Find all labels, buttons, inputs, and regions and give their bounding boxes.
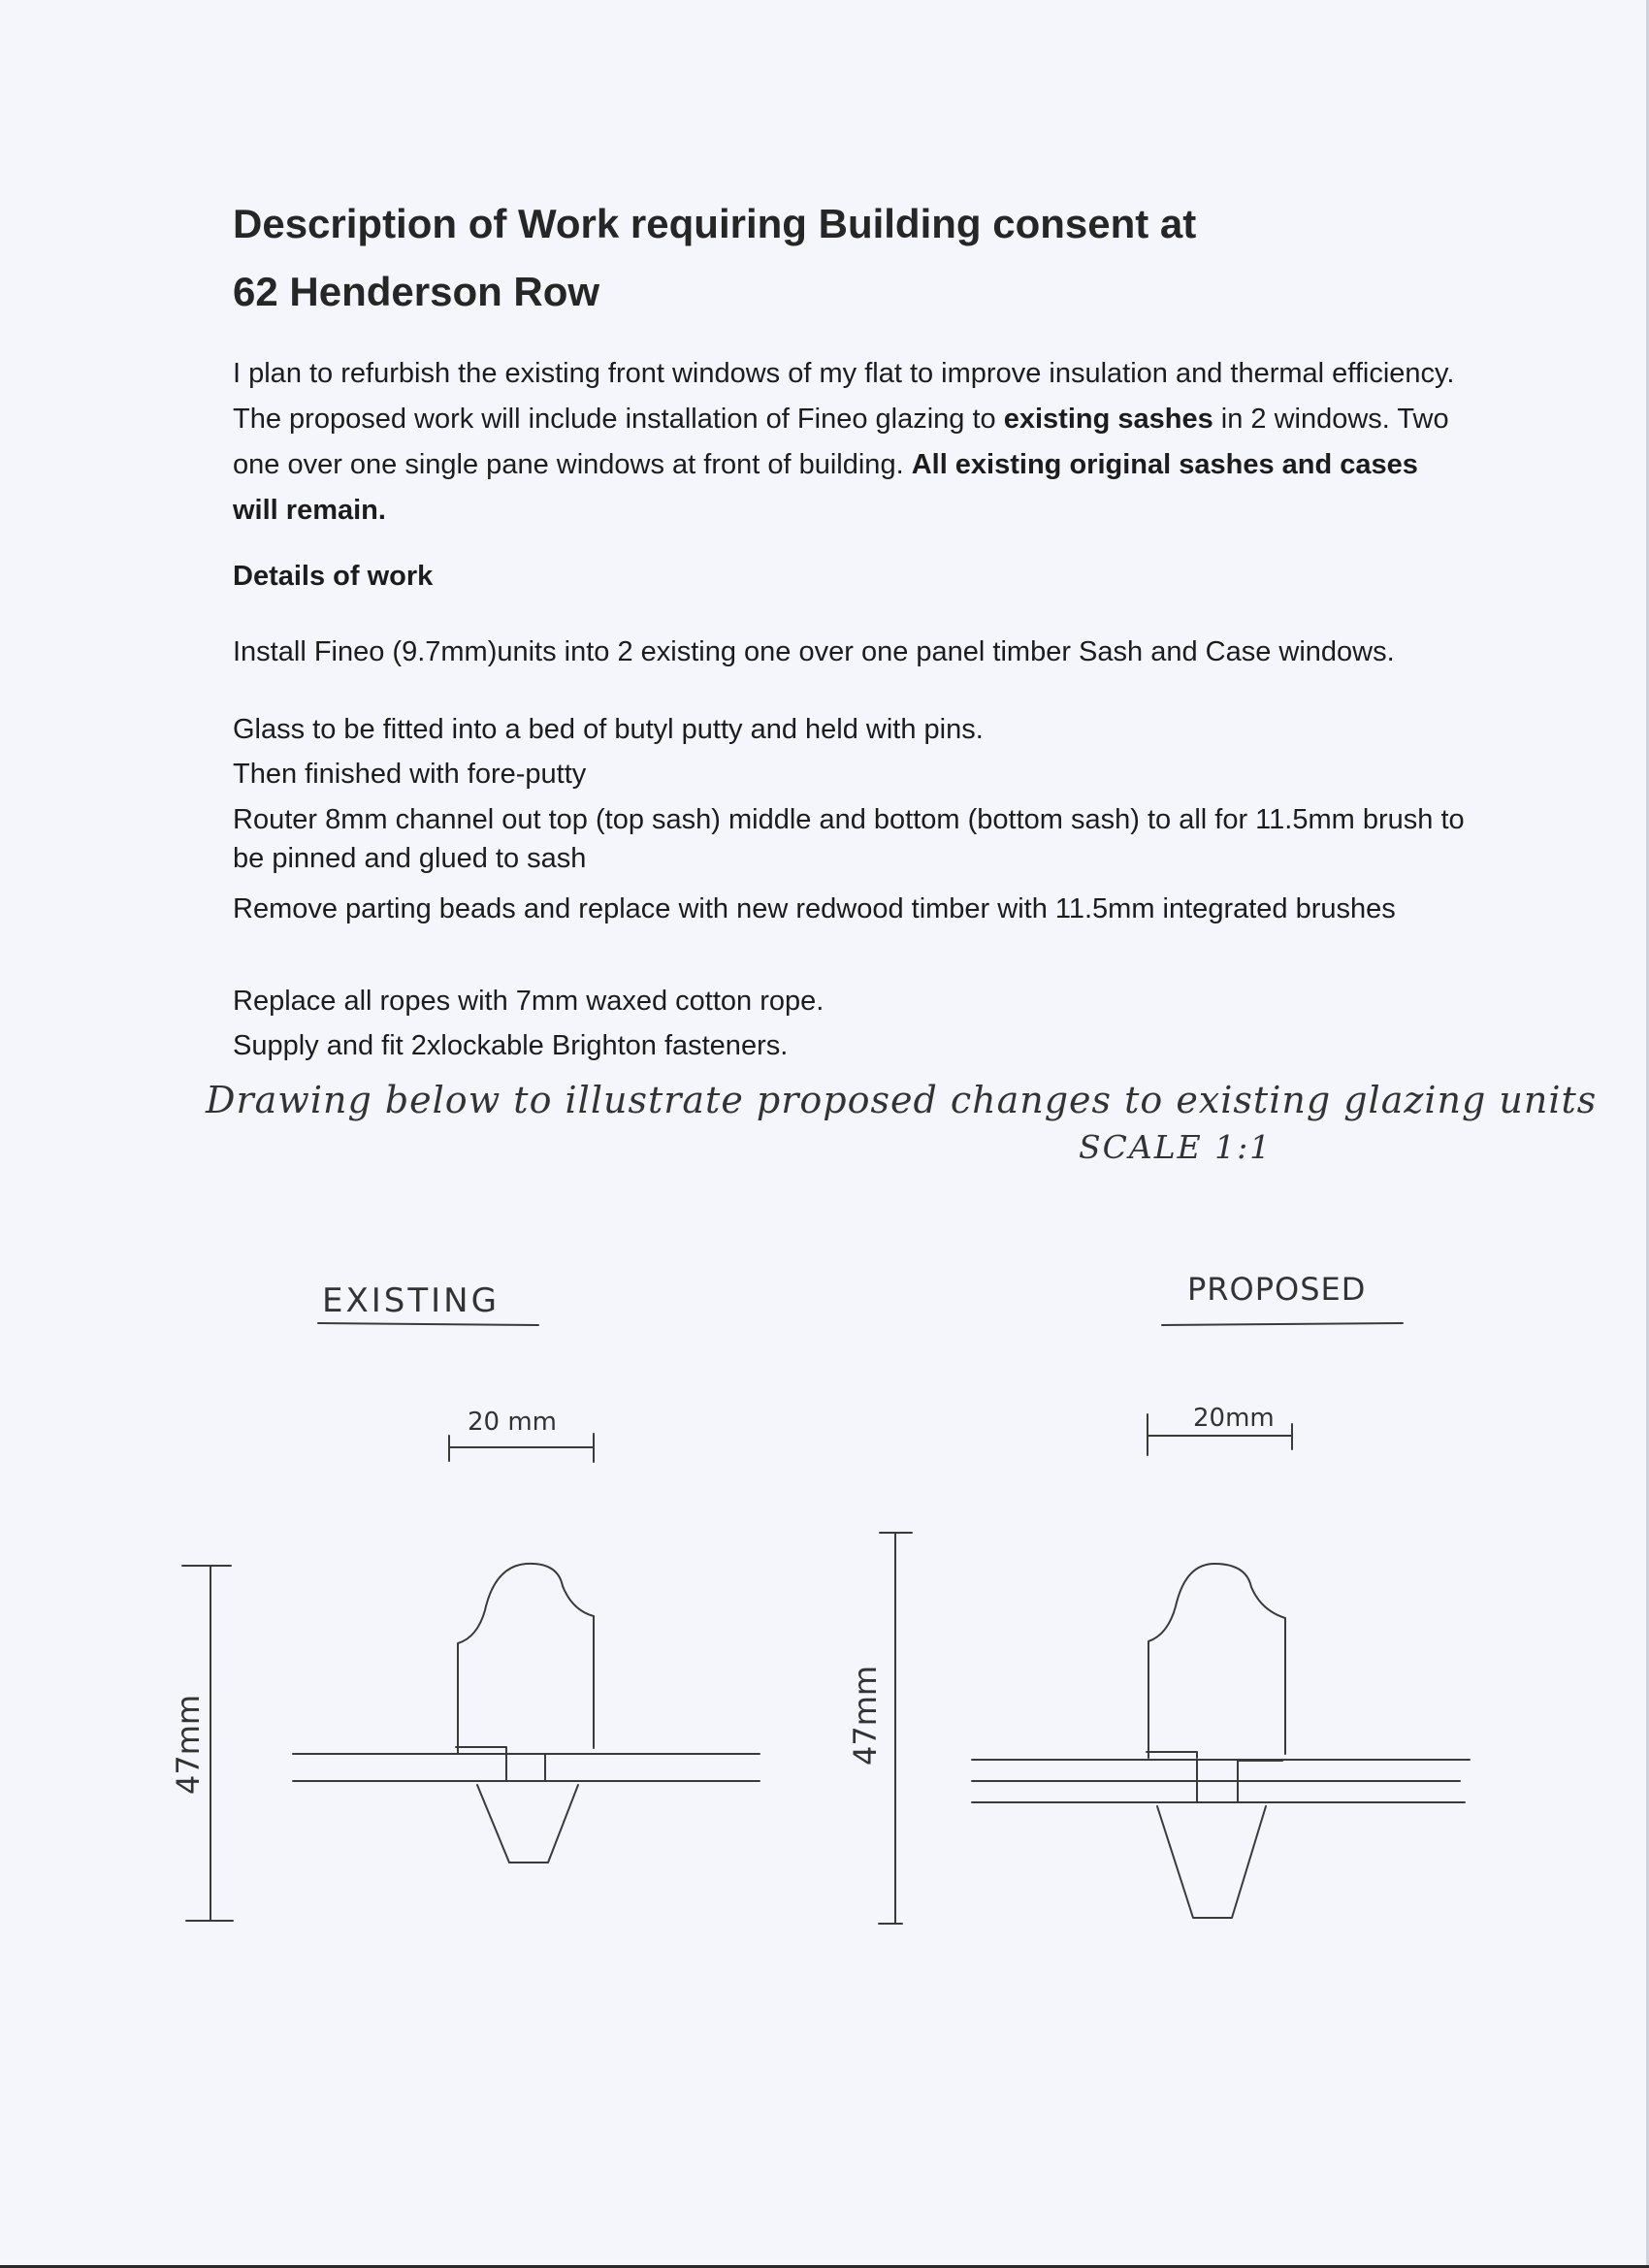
section-drawing	[0, 1242, 1649, 1979]
work-item: Install Fineo (9.7mm)units into 2 existing one over one panel timber Sash and Case windows.	[233, 636, 1395, 667]
work-item: Router 8mm channel out top (top sash) middle and bottom (bottom sash) to all for 11.5mm brush to be pinned and glued to sash	[233, 804, 1465, 874]
title-line-2: 62 Henderson Row	[233, 269, 600, 314]
proposed-height-dimension	[847, 1533, 912, 1924]
handwritten-caption: Drawing below to illustrate proposed changes to existing glazing units	[206, 1079, 1598, 1121]
work-item: Remove parting beads and replace with new redwood timber with 11.5mm integrated brushes	[233, 893, 1396, 924]
work-item: Replace all ropes with 7mm waxed cotton rope.	[233, 986, 824, 1017]
title-line-1: Description of Work requiring Building consent at	[233, 201, 1197, 246]
existing-height-dimension	[170, 1566, 233, 1921]
intro-text-1: I plan to refurbish the existing front windows of my flat to improve insulation and thermal efficiency. The proposed work will include installation of Fineo glazing to	[233, 358, 1455, 435]
work-item: Then finished with fore-putty	[233, 759, 587, 790]
existing-label	[318, 1281, 538, 1325]
existing-width-text: 20 mm	[468, 1408, 558, 1437]
document-title	[233, 190, 1494, 326]
existing-label-text: EXISTING	[322, 1281, 500, 1320]
existing-height-text: 47mm	[170, 1694, 207, 1795]
intro-paragraph	[233, 351, 1465, 534]
handwritten-scale: SCALE 1:1	[1079, 1128, 1273, 1166]
work-item: Supply and fit 2xlockable Brighton fasteners.	[233, 1030, 789, 1061]
proposed-height-text: 47mm	[847, 1665, 884, 1766]
existing-glazing-section	[293, 1564, 760, 1863]
intro-text-2: in 2 windows. Two one over one single pane windows at front of building.	[233, 404, 1449, 480]
proposed-width-dimension	[1148, 1404, 1292, 1455]
intro-bold-2: All existing original sashes and cases will remain.	[233, 449, 1418, 526]
details-heading: Details of work	[233, 561, 434, 592]
work-item: Glass to be fitted into a bed of butyl putty and held with pins.	[233, 714, 984, 745]
proposed-label-text: PROPOSED	[1187, 1271, 1367, 1308]
intro-bold-1: existing sashes	[1003, 404, 1213, 435]
proposed-label	[1162, 1271, 1403, 1325]
proposed-width-text: 20mm	[1193, 1404, 1275, 1433]
proposed-glazing-section	[972, 1564, 1470, 1918]
existing-width-dimension	[449, 1408, 594, 1462]
